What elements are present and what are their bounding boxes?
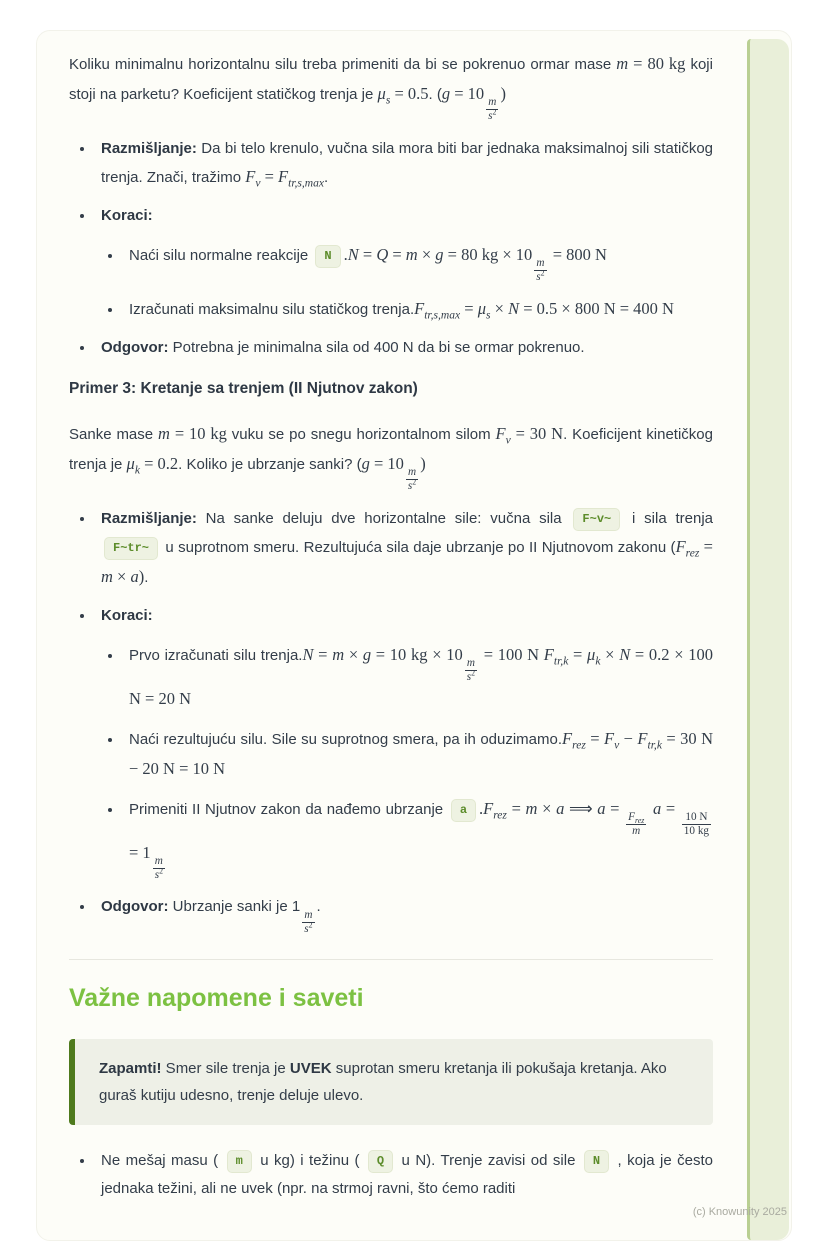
math-text: ×	[537, 798, 557, 818]
math-text: =	[506, 798, 526, 818]
math-subscript: rez	[634, 815, 645, 825]
text-run: . (	[428, 86, 442, 104]
math-text: ×	[417, 244, 436, 264]
text-run: u kg) i težinu (	[254, 1152, 365, 1170]
sub-bullet-item	[123, 240, 713, 284]
math-var: a	[597, 798, 606, 818]
math-var: N	[302, 644, 314, 664]
code-token: N	[584, 1150, 609, 1173]
math-var: F	[483, 798, 494, 818]
sub-bullet-list	[101, 240, 713, 324]
math-text: = 100 N	[479, 644, 544, 664]
text-run: koji stoji na parketu? Koeficijent statičkog trenja je	[69, 56, 713, 104]
math-text: 10 N	[685, 810, 708, 823]
math-var: m	[154, 854, 163, 867]
math-fraction	[406, 466, 418, 493]
text-run: u N). Trenje zavisi od sile	[396, 1152, 581, 1170]
bullet-list	[69, 1147, 713, 1202]
math-text: = 0.5 × 800 N = 400 N	[519, 298, 674, 318]
math-subscript: k	[595, 654, 601, 667]
inline-math	[343, 244, 607, 283]
inline-math	[414, 298, 674, 321]
text-run: , koja je često jednaka težini, ali ne uvek (npr. na strmoj ravni, što ćemo raditi	[101, 1152, 713, 1197]
math-text: = 30 N	[510, 424, 564, 444]
math-text: −	[619, 728, 638, 748]
code-token: m	[227, 1150, 252, 1173]
copyright-watermark: (c) Knowunity 2025	[692, 1206, 787, 1219]
text-run: .	[324, 169, 329, 187]
fraction-denominator	[486, 107, 498, 123]
math-subscript: tr,k	[553, 654, 569, 667]
math-text: = 80 kg	[628, 54, 686, 73]
math-var: s	[488, 110, 493, 123]
math-text: =	[585, 728, 604, 748]
bold-text: Odgovor:	[101, 898, 169, 916]
question-paragraph-3	[69, 419, 713, 493]
math-var: s	[304, 922, 309, 935]
text-run: suprotan smeru kretanja ili pokušaja kretanja. Ako guraš kutiju udesno, trenje deluje ulevo.	[99, 1059, 667, 1105]
math-var: m	[488, 96, 497, 109]
math-subscript: rez	[493, 808, 507, 821]
math-var: μ	[126, 454, 135, 474]
bold-text: Koraci:	[101, 607, 153, 625]
fraction-denominator	[465, 667, 477, 684]
text-run: Sanke mase	[69, 426, 159, 444]
math-subscript: rez	[572, 738, 586, 751]
math-var: μ	[587, 644, 596, 664]
math-var: s	[407, 480, 413, 493]
bullet-list	[69, 505, 713, 935]
math-var: a	[652, 798, 662, 818]
text-run: u suprotnom smeru. Rezultujuća sila daje ubrzanje po II Njutnovom zakonu (	[161, 539, 676, 557]
bullet-item	[95, 891, 713, 935]
inline-math	[361, 454, 426, 493]
math-subscript: tr,k	[647, 738, 662, 751]
math-text: ⟹	[564, 798, 598, 818]
math-var: g	[361, 454, 370, 474]
bullet-item	[95, 334, 713, 361]
text-run: Naći silu normalne reakcije	[129, 246, 313, 264]
inline-math	[495, 424, 564, 447]
sub-bullet-list	[101, 640, 713, 882]
fraction-denominator	[406, 477, 418, 493]
math-text: = 10	[450, 84, 485, 104]
math-subscript: k	[134, 464, 140, 477]
math-text: =	[605, 798, 625, 818]
callout-box	[69, 1039, 713, 1126]
math-var: F	[495, 424, 506, 444]
text-run: Ne mešaj masu (	[101, 1152, 224, 1170]
fraction-denominator	[153, 865, 165, 882]
code-token: F~tr~	[104, 537, 158, 560]
math-text: .	[479, 798, 484, 818]
math-text: )	[500, 84, 506, 104]
math-subscript: v	[614, 738, 620, 751]
math-text: )	[420, 454, 426, 474]
code-token: N	[315, 245, 340, 268]
math-text: ×	[112, 567, 131, 587]
math-fraction	[153, 855, 165, 882]
inline-math	[126, 454, 179, 477]
math-subscript: v	[505, 434, 511, 447]
math-var: F	[414, 298, 425, 318]
text-run: .	[316, 898, 321, 916]
math-subscript: rez	[685, 547, 700, 560]
math-var: μ	[377, 84, 386, 104]
fraction-denominator	[302, 919, 314, 936]
math-var: m	[525, 798, 538, 818]
document-content	[37, 31, 791, 1240]
math-var: F	[604, 728, 615, 748]
math-text: =	[260, 167, 279, 187]
text-run: Ubrzanje sanki je 1	[168, 898, 301, 916]
math-text: = 10 kg	[169, 424, 227, 444]
math-var: g	[435, 244, 444, 264]
math-var: F	[562, 728, 573, 748]
math-subscript: v	[255, 177, 261, 190]
math-var: F	[245, 167, 256, 187]
divider	[69, 959, 713, 960]
example-heading: Primer 3: Kretanje sa trenjem (II Njutnov zakon)	[69, 379, 418, 397]
inline-math	[616, 54, 685, 73]
math-text: =	[460, 298, 478, 318]
math-subscript: s	[385, 94, 391, 107]
math-var: N	[619, 644, 631, 664]
fraction-numerator	[626, 811, 646, 825]
math-var: N	[508, 298, 520, 318]
sub-bullet-item	[123, 724, 713, 784]
math-text: =	[661, 798, 680, 818]
text-run: Da bi telo krenulo, vučna sila mora biti bar jednaka maksimalnoj sili statičkog trenja. Znači, tražimo	[101, 139, 713, 187]
text-run: .	[144, 569, 149, 587]
sub-bullet-item	[123, 640, 713, 714]
bullet-item	[95, 202, 713, 323]
math-text: )	[138, 567, 145, 587]
math-var: F	[278, 167, 289, 187]
text-run: . Koliko je ubrzanje sanki? (	[178, 456, 362, 474]
math-superscript: 2	[308, 919, 313, 929]
text-run: Prvo izračunati silu trenja.	[129, 646, 303, 664]
math-var: F	[628, 810, 635, 823]
math-text: =	[699, 537, 713, 557]
bold-text: Razmišljanje:	[101, 139, 197, 157]
math-var: s	[466, 670, 472, 683]
math-text: ×	[344, 644, 363, 664]
math-var: a	[556, 798, 565, 818]
math-text: = 10 kg × 10	[371, 644, 463, 664]
math-superscript: 2	[159, 865, 163, 875]
inline-math	[300, 896, 316, 935]
math-var: m	[616, 54, 629, 73]
text-run: Potrebna je minimalna sila od 400 N da bi se ormar pokrenuo.	[168, 338, 585, 356]
text-run: i sila trenja	[623, 509, 713, 527]
text-run: Na sanke deluju dve horizontalne sile: vučna sila	[196, 509, 571, 527]
bullet-item	[95, 505, 713, 592]
text-run: Naći rezultujuću silu. Sile su suprotnog smera, pa ih oduzimamo.	[129, 730, 563, 748]
math-text: .	[343, 244, 348, 264]
math-text: ×	[600, 644, 620, 664]
math-var: m	[405, 244, 418, 264]
math-subscript: tr,s,max	[288, 177, 325, 190]
math-fraction	[626, 811, 646, 838]
math-var: m	[632, 824, 641, 837]
math-text: = 0.2 × 100 N = 20 N	[129, 644, 714, 708]
math-fraction	[486, 96, 498, 123]
math-var: g	[362, 644, 372, 664]
math-var: μ	[477, 298, 487, 318]
question-paragraph-2	[69, 49, 713, 123]
document-card	[36, 30, 792, 1241]
fraction-denominator	[626, 825, 646, 838]
math-text: ×	[490, 298, 509, 318]
math-var: g	[441, 84, 451, 104]
sub-bullet-item	[123, 794, 713, 882]
math-var: F	[675, 537, 686, 557]
fraction-denominator	[534, 267, 546, 284]
text-run: Koliku minimalnu horizontalnu silu treba primeniti da bi se pokrenuo ormar mase	[69, 56, 617, 73]
math-var: a	[130, 567, 139, 587]
code-token: Q	[368, 1150, 393, 1173]
math-text: = 30 N − 20 N = 10 N	[129, 728, 713, 778]
inline-math	[158, 424, 227, 443]
text-run: . Koeficijent kinetičkog trenja je	[69, 426, 713, 474]
math-var: Q	[376, 244, 389, 264]
math-text: = 1	[129, 842, 151, 862]
math-superscript: 2	[412, 477, 417, 487]
math-text: =	[568, 644, 588, 664]
code-token: a	[451, 799, 476, 822]
math-subscript: tr,s,max	[424, 308, 461, 321]
math-var: F	[637, 728, 648, 748]
bullet-item	[95, 135, 713, 192]
math-fraction	[302, 909, 314, 936]
math-superscript: 2	[492, 107, 497, 117]
math-text: = 800 N	[548, 244, 607, 264]
math-var: m	[332, 644, 345, 664]
bullet-list	[69, 135, 713, 361]
inline-math	[377, 84, 429, 107]
math-var: m	[304, 908, 313, 921]
inline-math	[441, 84, 506, 123]
math-fraction	[534, 257, 546, 284]
bold-text: Odgovor:	[101, 338, 169, 356]
math-text: = 10	[369, 454, 404, 474]
math-fraction	[465, 657, 477, 684]
bold-text: UVEK	[289, 1059, 332, 1077]
text-run: Smer sile trenja je	[161, 1059, 290, 1077]
math-var: m	[101, 567, 113, 587]
math-text: =	[313, 644, 333, 664]
math-var: F	[543, 644, 554, 664]
math-var: m	[466, 656, 475, 669]
math-text: = 0.5	[390, 84, 429, 104]
math-subscript: s	[486, 308, 491, 321]
math-text: = 80 kg × 10	[443, 244, 533, 264]
math-text: =	[358, 244, 377, 264]
bullet-item	[95, 1147, 713, 1202]
bold-text: Koraci:	[101, 207, 153, 225]
math-var: m	[536, 256, 545, 269]
section-heading: Važne napomene i saveti	[69, 984, 364, 1013]
bullet-item	[95, 602, 713, 881]
math-var: s	[154, 868, 160, 881]
text-run: Izračunati maksimalnu silu statičkog trenja.	[129, 300, 415, 318]
math-superscript: 2	[471, 667, 476, 677]
math-text: =	[388, 244, 406, 264]
math-var: m	[408, 466, 417, 479]
math-var: m	[158, 424, 170, 444]
sub-bullet-item	[123, 294, 713, 324]
inline-math	[245, 167, 325, 190]
bold-text: Zapamti!	[99, 1059, 162, 1077]
math-fraction	[682, 811, 711, 838]
math-text: = 0.2	[139, 454, 179, 474]
text-run: Primeniti II Njutnov zakon da nađemo ubrzanje	[129, 800, 448, 818]
bold-text: Razmišljanje:	[101, 509, 197, 527]
math-superscript: 2	[540, 267, 545, 277]
fraction-numerator	[682, 811, 711, 825]
math-var: N	[347, 244, 359, 264]
math-text: 10 kg	[683, 824, 710, 837]
code-token: F~v~	[573, 508, 620, 531]
text-run: vuku se po snegu horizontalnom silom	[226, 426, 496, 444]
math-var: s	[536, 270, 541, 283]
fraction-denominator	[682, 825, 711, 838]
